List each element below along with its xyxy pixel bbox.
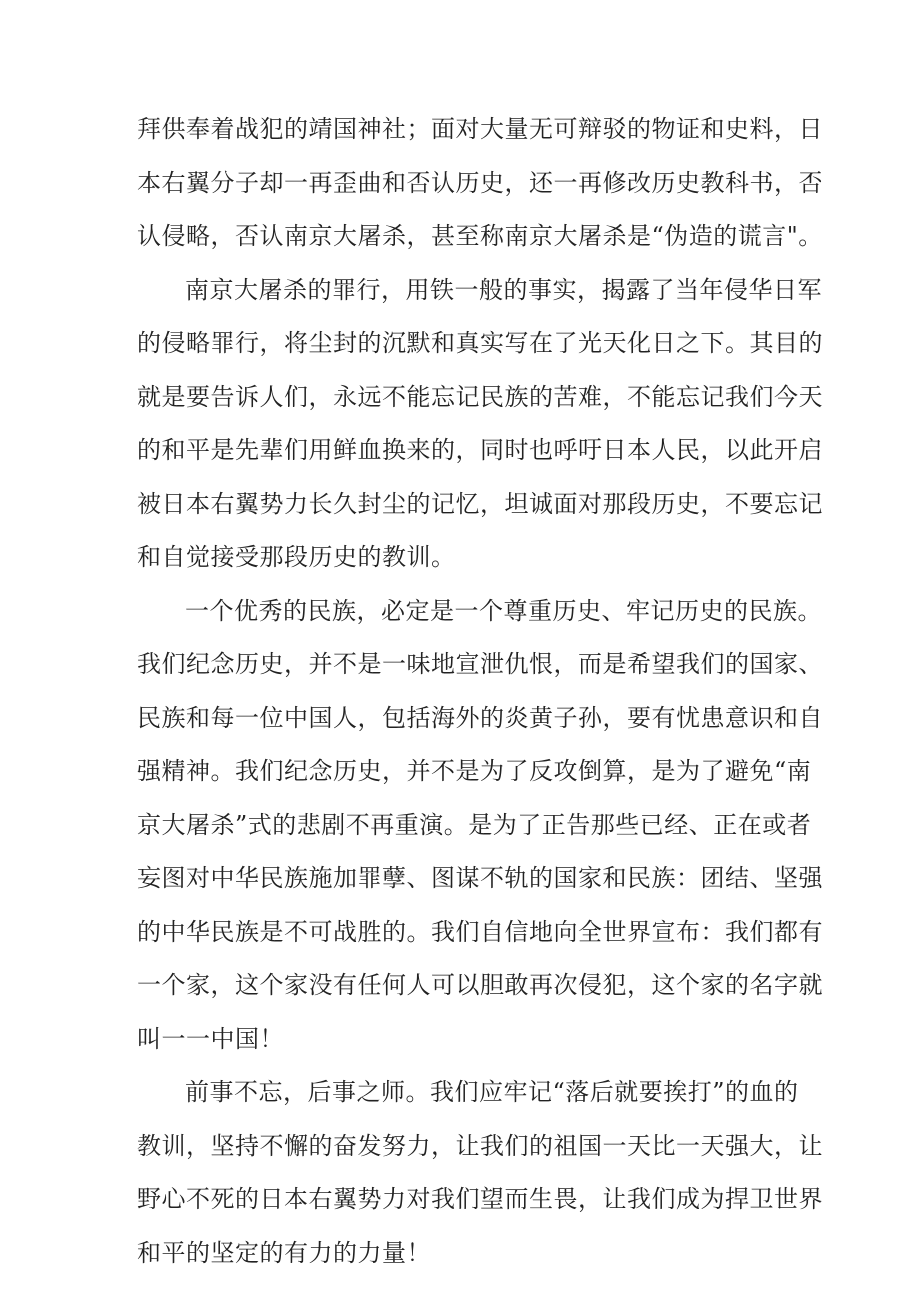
text-line: 的侵略罪行，将尘封的沉默和真实写在了光天化日之下。其目的	[137, 329, 823, 357]
text-line: 强精神。我们纪念历史，并不是为了反攻倒算，是为了避免“南	[137, 757, 812, 785]
text-line: 野心不死的日本右翼势力对我们望而生畏，让我们成为捍卫世界	[137, 1185, 823, 1213]
text-line: 一个家，这个家没有任何人可以胆敢再次侵犯，这个家的名字就	[137, 971, 823, 999]
paragraph-3	[137, 585, 823, 1067]
paragraph-2	[137, 264, 823, 585]
text-line: 本右翼分子却一再歪曲和否认历史，还一再修改历史教科书，否	[137, 168, 823, 197]
text-line: 民族和每一位中国人，包括海外的炎黄子孙，要有忧患意识和自	[137, 703, 823, 732]
text-line: 拜供奉着战犯的靖国神社；面对大量无可辩驳的物证和史料，日	[137, 115, 823, 143]
text-line: 被日本右翼势力长久封尘的记忆，坦诚面对那段历史，不要忘记	[137, 489, 823, 518]
text-line: 前事不忘，后事之师。我们应牢记“落后就要挨打”的血的	[185, 1078, 799, 1106]
paragraph-4	[137, 1066, 823, 1280]
document-body	[137, 103, 823, 1280]
text-line: 南京大屠杀的罪行，用铁一般的事实，揭露了当年侵华日军	[185, 275, 822, 304]
text-line: 一个优秀的民族，必定是一个尊重历史、牢记历史的民族。	[185, 596, 822, 625]
text-line: 我们纪念历史，并不是一味地宣泄仇恨，而是希望我们的国家、	[137, 650, 823, 678]
text-line: 和自觉接受那段历史的教训。	[137, 543, 456, 571]
text-line: 就是要告诉人们，永远不能忘记民族的苦难，不能忘记我们今天	[137, 382, 823, 411]
text-line: 认侵略，否认南京大屠杀，甚至称南京大屠杀是“伪造的谎言"。	[137, 222, 823, 250]
text-line: 妄图对中华民族施加罪孽、图谋不轨的国家和民族：团结、坚强	[137, 864, 823, 892]
paragraph-1	[137, 103, 823, 264]
text-line: 的中华民族是不可战胜的。我们自信地向全世界宣布：我们都有	[137, 917, 823, 946]
text-line: 和平的坚定的有力的力量！	[137, 1238, 431, 1267]
text-line: 教训，坚持不懈的奋发努力，让我们的祖国一天比一天强大，让	[137, 1131, 823, 1160]
text-line: 的和平是先辈们用鲜血换来的，同时也呼吁日本人民，以此开启	[137, 436, 823, 464]
text-line: 京大屠杀”式的悲剧不再重演。是为了正告那些已经、正在或者	[137, 810, 812, 839]
text-line: 叫一一中国！	[137, 1024, 284, 1053]
